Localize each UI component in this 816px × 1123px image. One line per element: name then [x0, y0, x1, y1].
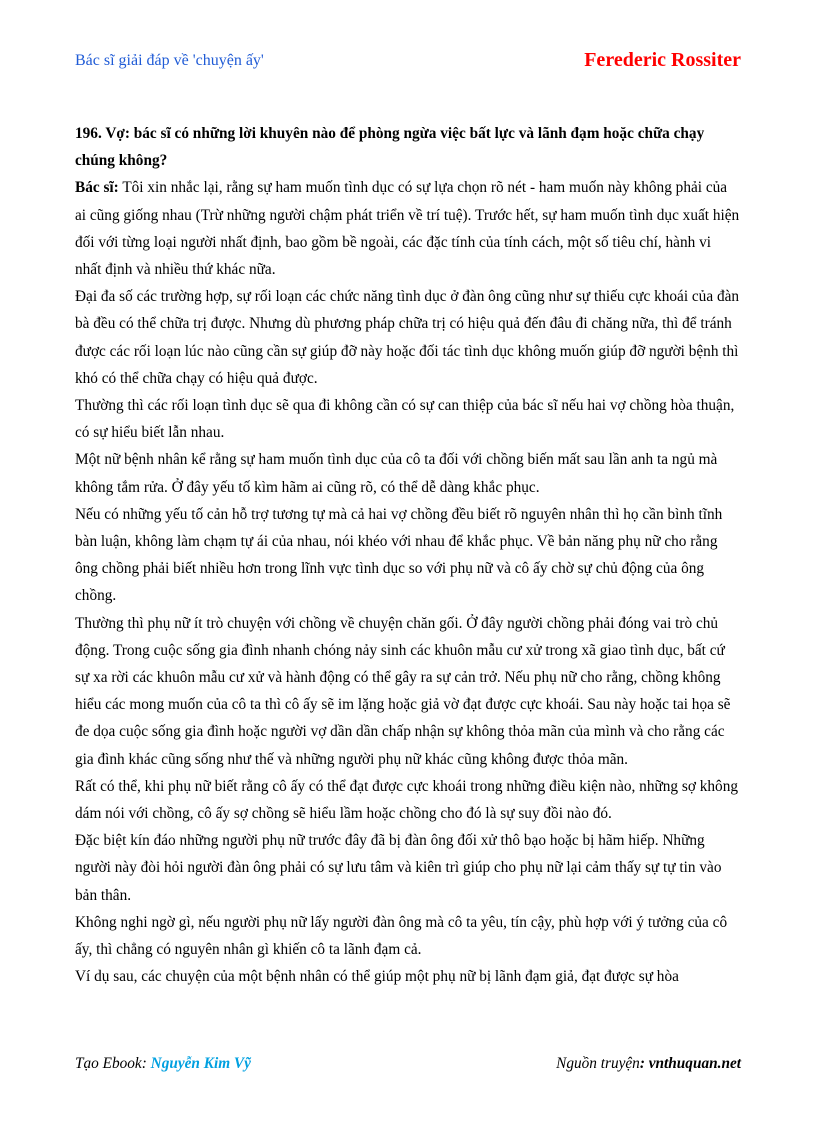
page-header	[75, 49, 741, 75]
ebook-credit	[75, 1055, 251, 1073]
paragraph: Đại đa số các trường hợp, sự rối loạn các chức năng tình dục ở đàn ông cũng như sự thiếu cực khoái của đàn bà đều có thể chữa trị được. Nhưng dù phương pháp chữa trị có hiệu quả đến đâu đi chăng nữa, thì để tránh được các rối loạn lúc nào cũng cần sự giúp đỡ này hoặc đối tác tình dục không muốn giúp đỡ người bệnh thì khó có thể chữa chạy có hiệu quả được.	[75, 288, 740, 387]
source-separator: :	[639, 1055, 649, 1072]
answer-label: Bác sĩ:	[75, 179, 119, 197]
paragraph: Một nữ bệnh nhân kể rằng sự ham muốn tình dục của cô ta đối với chồng biến mất sau lần anh ta ngủ mà không tắm rửa. Ở đây yếu tố kìm hãm ai cũng rõ, có thể dễ dàng khắc phục.	[75, 451, 718, 496]
paragraph: Rất có thể, khi phụ nữ biết rằng cô ấy có thể đạt được cực khoái trong những điều kiện nào, những sợ không dám nói với chồng, cô ấy sợ chồng sẽ hiểu lầm hoặc chồng cho đó là sự suy đồi nào đó.	[75, 777, 738, 823]
paragraph: Thường thì các rối loạn tình dục sẽ qua đi không cần có sự can thiệp của bác sĩ nếu hai vợ chồng hòa thuận, có sự hiểu biết lẫn nhau.	[75, 397, 735, 442]
source-label: Nguồn truyện	[556, 1055, 640, 1072]
ebook-creator-name: Nguyễn Kim Vỹ	[150, 1055, 251, 1072]
article-body	[75, 120, 741, 991]
ebook-label: Tạo Ebook	[75, 1055, 142, 1072]
author-name: Ferederic Rossiter	[584, 49, 741, 71]
paragraph: Đặc biệt kín đáo những người phụ nữ trước đây đã bị đàn ông đối xử thô bạo hoặc bị hãm hiếp. Những người này đòi hỏi người đàn ông phải có sự lưu tâm và kiên trì giúp cho phụ nữ lại cảm thấy sự tự tin vào bản thân.	[75, 832, 722, 904]
source-site: vnthuquan.net	[648, 1055, 741, 1072]
paragraph: Ví dụ sau, các chuyện của một bệnh nhân có thể giúp một phụ nữ bị lãnh đạm giả, đạt được sự hòa	[75, 968, 679, 986]
source-credit	[556, 1055, 741, 1073]
book-title: Bác sĩ giải đáp về 'chuyện ấy'	[75, 52, 264, 69]
page-footer	[75, 1055, 741, 1077]
paragraph: Không nghi ngờ gì, nếu người phụ nữ lấy người đàn ông mà cô ta yêu, tín cậy, phù hợp với ý tưởng của cô ấy, thì chẳng có nguyên nhân gì khiến cô ta lãnh đạm cả.	[75, 913, 728, 959]
paragraph: Thường thì phụ nữ ít trò chuyện với chồng về chuyện chăn gối. Ở đây người chồng phải đóng vai trò chủ động. Trong cuộc sống gia đình nhanh chóng nảy sinh các khuôn mẫu cư xử trong xã giao tình dục, bất cứ sự xa rời các khuôn mẫu cư xử và hành động có thể gây ra sự cản trở. Nếu phụ nữ cho rằng, chồng không hiểu các mong muốn của cô ta thì cô ấy sẽ im lặng hoặc giả vờ đạt được cực khoái. Sau này hoặc tai họa sẽ đe dọa cuộc sống gia đình hoặc người vợ dần dần chấp nhận sự không thỏa mãn của mình và cho rằng các gia đình khác cũng sống như thế và những người phụ nữ khác cũng không được thỏa mãn.	[75, 614, 731, 768]
answer-intro: Tôi xin nhắc lại, rằng sự ham muốn tình dục có sự lựa chọn rõ nét - ham muốn này không phải của ai cũng giống nhau (Trừ những người chậm phát triển về trí tuệ). Trước hết, sự ham muốn tình dục xuất hiện đối với từng loại người nhất định, bao gồm bề ngoài, các đặc tính của tính cách, một số tiêu chí, hành vi nhất định và nhiều thứ khác nữa.	[75, 179, 740, 279]
question-heading: 196. Vợ: bác sĩ có những lời khuyên nào để phòng ngừa việc bất lực và lãnh đạm hoặc chữa chạy chúng không?	[75, 125, 705, 170]
ebook-separator: :	[141, 1055, 151, 1072]
paragraph: Nếu có những yếu tố cản hỗ trợ tương tự mà cả hai vợ chồng đều biết rõ nguyên nhân thì họ cần bình tĩnh bàn luận, không làm chạm tự ái của nhau, nói khéo với nhau để khắc phục. Về bản năng phụ nữ cho rằng ông chồng phải biết nhiều hơn trong lĩnh vực tình dục so với phụ nữ và cô ấy chờ sự chủ động của ông chồng.	[75, 505, 723, 605]
answer-paragraph	[75, 174, 741, 283]
